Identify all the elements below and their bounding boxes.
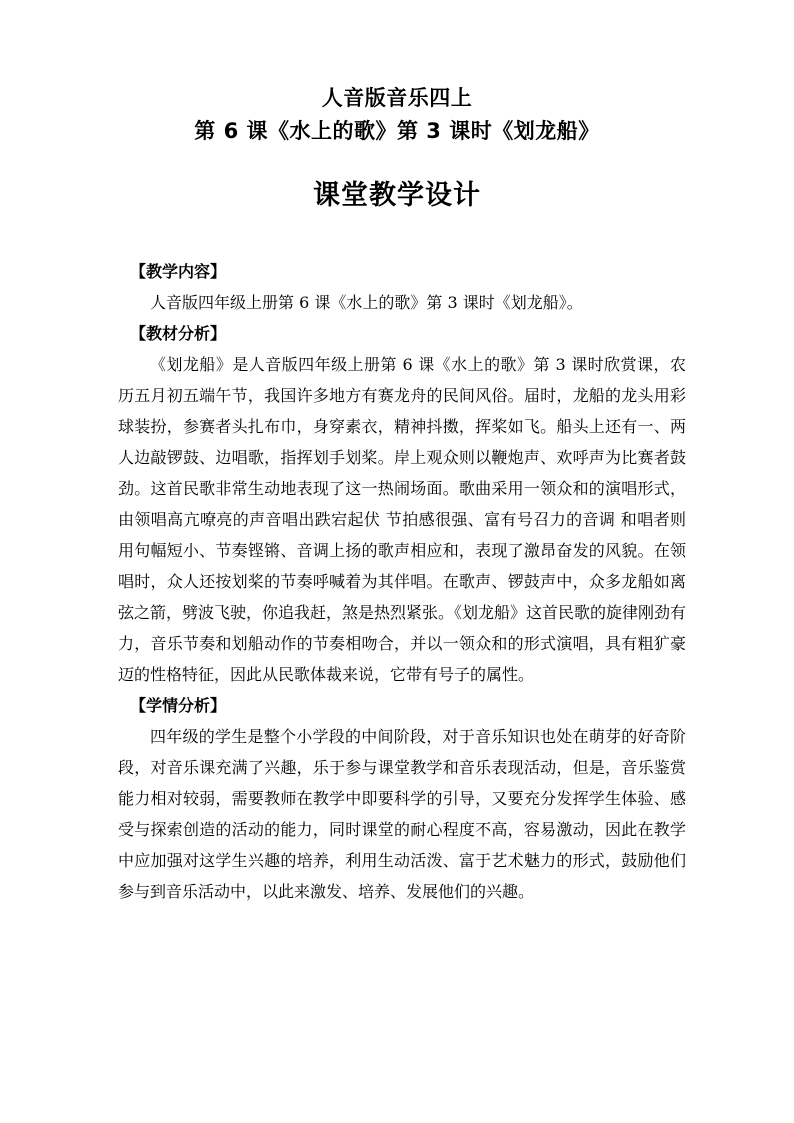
document-title-line-1: 人音版音乐四上 bbox=[321, 86, 473, 110]
section-teaching-content bbox=[118, 256, 686, 318]
section-heading: 【教材分析】 bbox=[130, 324, 227, 343]
section-heading: 【教学内容】 bbox=[130, 262, 227, 281]
document-title-line-2: 第 6 课《水上的歌》第 3 课时《划龙船》 bbox=[194, 119, 600, 143]
document-heading: 课堂教学设计 bbox=[313, 180, 481, 211]
section-paragraph: 《划龙船》是人音版四年级上册第 6 课《水上的歌》第 3 课时欣赏课，农历五月初五端午节，我国许多地方有赛龙舟的民间风俗。届时，龙船的龙头用彩球装扮，参赛者头扎布巾，身穿素衣，精神抖擞，挥桨如飞。船头上还有一、两人边敲锣鼓、边唱歌，指挥划手划桨。岸上观众则以鞭炮声、欢呼声为比赛者鼓劲。这首民歌非常生动地表现了这一热闹场面。歌曲采用一领众和的演唱形式，由领唱高亢嘹亮的声音唱出跌宕起伏 节拍感很强、富有号召力的音调 和唱者则用句幅短小、节奏铿锵、音调上扬的歌声相应和，表现了激昂奋发的风貌。在领唱时，众人还按划桨的节奏呼喊着为其伴唱。在歌声、锣鼓声中，众多龙船如离弦之箭，劈波飞驶，你追我赶，煞是热烈紧张。《划龙船》这首民歌的旋律刚劲有力，音乐节奏和划船动作的节奏相吻合，并以一领众和的形式演唱，具有粗犷豪迈的性格特征，因此从民歌体裁来说，它带有号子的属性。 bbox=[118, 355, 687, 684]
section-heading: 【学情分析】 bbox=[130, 696, 227, 715]
section-paragraph: 人音版四年级上册第 6 课《水上的歌》第 3 课时《划龙船》。 bbox=[150, 293, 583, 312]
document-body bbox=[118, 256, 686, 907]
section-paragraph: 四年级的学生是整个小学段的中间阶段，对于音乐知识也处在萌芽的好奇阶段，对音乐课充满了兴趣，乐于参与课堂教学和音乐表现活动，但是，音乐鉴赏能力相对较弱，需要教师在教学中即要科学的引导，又要充分发挥学生体验、感受与探索创造的活动的能力，同时课堂的耐心程度不高，容易激动，因此在教学中应加强对这学生兴趣的培养，利用生动活泼、富于艺术魅力的形式，鼓励他们参与到音乐活动中，以此来激发、培养、发展他们的兴趣。 bbox=[118, 727, 686, 901]
section-material-analysis bbox=[118, 318, 686, 690]
section-student-analysis bbox=[118, 690, 686, 907]
